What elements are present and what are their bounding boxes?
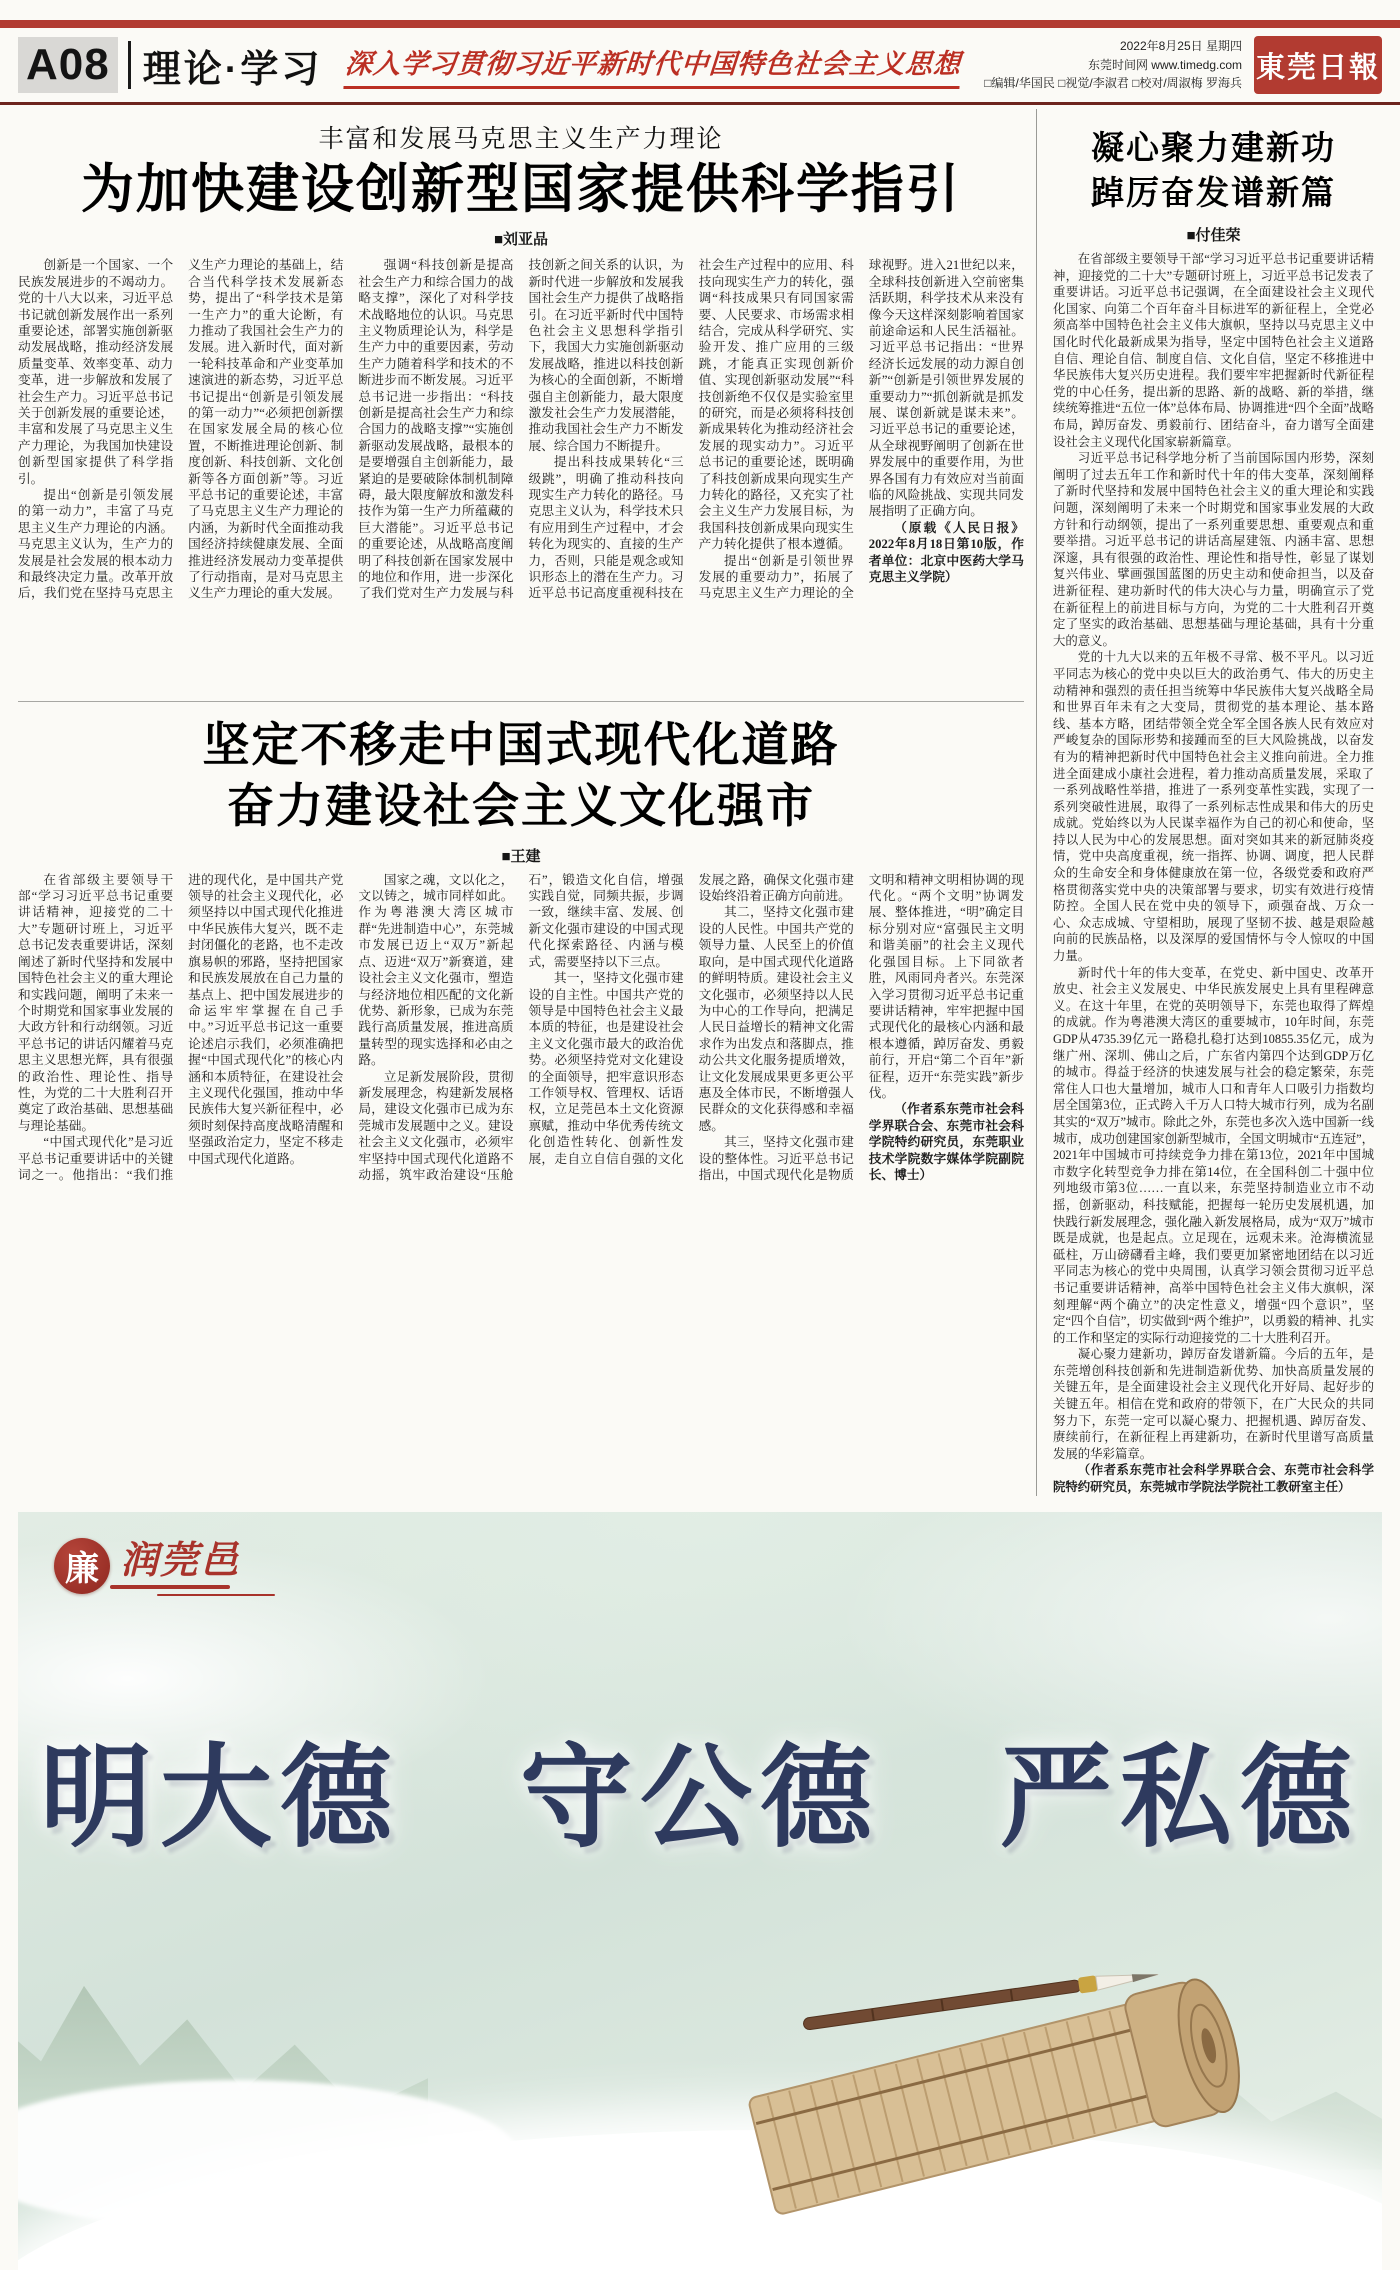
paragraph: 强调“科技创新是提高社会生产力和综合国力的战略支撑”，深化了对科学技术战略地位的认识。马克思主义物质理论认为，科学是生产力中的重要因素，劳动生产力随着科学和技术的不断进步而不断发展。习近平总书记进一步指出：“科技创新是提高社会生产力和综合国力的战略支撑”“实施创新驱动发展战略，最根本的是要增强自主创新能力，最紧迫的是要破除体制机制障碍，最大限度解放和激发科技作为第一生产力所蕴藏的巨大潜能”。习近平总书记的重要论述，从战略高度阐明了科技创新在国家发展中的地位和作用，进一步深化了我们党对生产力发展与科技创新之间关系的认识，为新时代进一步解放和发展我国社会生产力提供了战略指引。在习近平新时代中国特色社会主义思想科学指引下，我国大力实施创新驱动发展战略，推进以科技创新为核心的全面创新，不断增强自主创新能力，最大限度激发社会生产力发展潜能，推动我国社会生产力不断发展、综合国力不断提升。 [358, 258, 684, 601]
lian-seal-icon: 廉 [54, 1538, 110, 1594]
public-ethics-banner [18, 1512, 1382, 2270]
middle-headline-line1: 坚定不移走中国式现代化道路 [202, 720, 840, 773]
paragraph: 提出“创新是引领发展的第一动力”，丰富了马克思主义生产力理论的内涵。马克思主义认为，生产力的发展是社会发展的根本动力和最终决定力量。改革开放后，我们党在坚持马克思主义生产力理论的基础上，结合当代科学技术发展新态势，提出了“科学技术是第一生产力”的重大论断，有力推动了我国社会生产力的发展。进入新时代，面对新一轮科技革命和产业变革加速演进的新态势，习近平总书记提出“创新是引领发展的第一动力”“必须把创新摆在国家发展全局的核心位置，不断推进理论创新、制度创新、科技创新、文化创新等各方面创新”等。习近平总书记的重要论述，丰富了马克思主义生产力理论的内涵，为新时代全面推动我国经济持续健康发展、全面推进经济发展动力变革提供了行动指南，是对马克思主义生产力理论的重大发展。 [18, 258, 344, 601]
paragraph: 习近平总书记科学地分析了当前国际国内形势，深刻阐明了过去五年工作和新时代十年的伟大变革，深刻阐释了新时代坚持和发展中国特色社会主义的重大理论和实践问题，深刻阐明了未来一个时期党和国家事业发展的大政方针和行动纲领，提出了一系列重要思想、重要观点和重要举措。习近平总书记的讲话高屋建瓴、内涵丰富、思想深邃，具有很强的政治性、理论性和指导性，彰显了谋划复兴伟业、擘画强国蓝图的历史主动和使命担当，以及奋进新征程、建功新时代的伟大决心与力量，明确宣示了党在新征程上的前进目标与方向，为党的二十大胜利召开奠定了坚实的政治基础、思想基础与理论基础，具有十分重大的意义。 [1053, 451, 1374, 648]
paragraph: 其一，坚持文化强市建设的自主性。中国共产党的领导是中国特色社会主义最本质的特征，也是建设社会主义文化强市最大的政治优势。必须坚持党对文化建设的全面领导，把牢意识形态工作领导权、管理权、话语权，立足莞邑本土文化资源禀赋，推动中华优秀传统文化创造性转化、创新性发展，走自立自信自强的文化发展之路，确保文化强市建设始终沿着正确方向前进。 [528, 872, 854, 1166]
main-article-byline: ■刘亚品 [493, 232, 549, 249]
page-number: A08 [18, 37, 118, 93]
paragraph: 在省部级主要领导干部“学习习近平总书记重要讲话精神，迎接党的二十大”专题研讨班上，习近平总书记发表重要讲话，深刻阐述了新时代坚持和发展中国特色社会主义的重大理论和实践问题，阐明了未来一个时期党和国家事业发展的大政方针和行动纲领。习近平总书记的讲话闪耀着马克思主义思想光辉，具有很强的政治性、理论性、指导性，为党的二十大胜利召开奠定了政治基础、思想基础与理论基础。 [18, 872, 174, 1133]
staff-line: □编辑/华国民 □视觉/李淑君 □校对/周淑梅 罗海兵 [984, 76, 1242, 91]
theme-slogan: 深入学习贯彻习近平新时代中国特色社会主义思想 [344, 42, 963, 89]
main-article-body [18, 257, 1024, 681]
paragraph: 在省部级主要领导干部“学习习近平总书记重要讲话精神，迎接党的二十大”专题研讨班上，习近平总书记发表了重要讲话。习近平总书记强调，在全面建设社会主义现代化国家、向第二个百年奋斗目标进军的新征程上，全党必须高举中国特色社会主义伟大旗帜，坚持以马克思主义中国化时代化最新成果为指导，坚定中国特色社会主义道路自信、理论自信、制度自信、文化自信，坚定不移推进中华民族伟大复兴历史进程。我们要牢牢把握新时代新征程党的中心任务，提出新的思路、新的战略、新的举措，继续统筹推进“五位一体”总体布局、协调推进“四个全面”战略布局，踔厉奋发、勇毅前行、团结奋斗，奋力谱写全面建设社会主义现代化国家崭新篇章。 [1053, 252, 1374, 449]
main-article-kicker: 丰富和发展马克思主义生产力理论 [318, 126, 724, 153]
middle-article-body [18, 872, 1024, 1346]
logo-name: 润莞邑 [120, 1540, 241, 1583]
paragraph: 凝心聚力建新功，踔厉奋发谱新篇。今后的五年，是东莞增创科技创新和先进制造新优势、加快高质量发展的关键五年，是全面建设社会主义现代化开好局、起好步的关键五年。相信在党和政府的带领下，在广大民众的共同努力下，东莞一定可以凝心聚力、把握机遇、踔厉奋发、赓续前行，在新征程上再建新功，在新时代里谱写高质量发展的华彩篇章。 [1053, 1347, 1374, 1461]
date-line: 2022年8月25日 星期四 [1119, 39, 1242, 54]
site-line: 东莞时间网 www.timedg.com [1087, 57, 1242, 72]
newspaper-logo: 東莞日報 [1254, 36, 1382, 94]
logo-text-block [110, 1542, 240, 1589]
bamboo-scroll-illustration [702, 1882, 1342, 2242]
right-column [1036, 109, 1374, 1496]
right-article-byline: ■付佳荣 [1186, 228, 1241, 245]
page-header [0, 28, 1400, 100]
paragraph: 创新是一个国家、一个民族发展进步的不竭动力。党的十八大以来，习近平总书记就创新发展作出一系列重要论述，部署实施创新驱动发展战略，推动经济发展质量变革、效率变革、动力变革，进一步解放和发展了社会生产力。习近平总书记关于创新发展的重要论述，丰富和发展了马克思主义生产力理论，为我国加快建设创新型国家提供了科学指引。 [18, 258, 174, 486]
paragraph: “中国式现代化”是习近平总书记重要讲话中的关键词之一。他指出：“我们推进的现代化，是中国共产党领导的社会主义现代化，必须坚持以中国式现代化推进中华民族伟大复兴，既不走封闭僵化的老路，也不走改旗易帜的邪路，坚持把国家和民族发展放在自己力量的基点上、把中国发展进步的命运牢牢掌握在自己手中。”习近平总书记这一重要论述启示我们，必须准确把握“中国式现代化”的核心内涵和本质特征，在建设社会主义现代化强国，推动中华民族伟大复兴新征程中，必须时刻保持高度战略清醒和坚强政治定力，坚定不移走中国式现代化道路。 [18, 872, 344, 1182]
paragraph: 其二，坚持文化强市建设的人民性。中国共产党的领导力量、人民至上的价值取向，是中国式现代化道路的鲜明特质。建设社会主义文化强市，必须坚持以人民为中心的工作导向，把满足人民日益增长的精神文化需求作为出发点和落脚点，推动公共文化服务提质增效，让文化发展成果更多更公平惠及全体市民，不断增强人民群众的文化获得感和幸福感。 [698, 905, 854, 1133]
masthead-top-bar [0, 20, 1400, 28]
paragraph: 国家之魂，文以化之，文以铸之，城市同样如此。作为粤港澳大湾区城市群“先进制造中心”，东莞城市发展已迈上“双万”新起点、迈进“双万”新赛道，建设社会主义文化强市，塑造与经济地位相匹配的文化新优势、新形象，已成为东莞践行高质量发展，推进高质量转型的现实选择和必由之路。 [358, 872, 514, 1068]
lianrun-logo [54, 1538, 240, 1594]
slogan-wrap [322, 42, 984, 89]
author-credit: （作者系东莞市社会科学界联合会、东莞市社会科学院特约研究员，东莞职业技术学院数字媒体学院副院长、博士） [868, 1102, 1024, 1182]
right-article-body [1053, 251, 1374, 1496]
right-headline-line1: 凝心聚力建新功 [1091, 131, 1336, 167]
content-area [0, 105, 1400, 1496]
paragraph: 新时代十年的伟大变革，在党史、新中国史、改革开放史、社会主义发展史、中华民族发展史上具有里程碑意义。在这十年里，在党的英明领导下，东莞也取得了辉煌的成就。作为粤港澳大湾区的重要城市，10年时间，东莞GDP从4735.39亿元一路稳扎稳打达到10855.35亿元，成为继广州、深圳、佛山之后，广东省内第四个达到GDP万亿的城市。得益于经济的快速发展与社会的稳定繁荣，东莞常住人口也大量增加，城市人口和青年人口吸引力指数均居全国第3位，正式跨入千万人口特大城市行列，成为名副其实的“双万”城市。除此之外，东莞也多次入选中国新一线城市，成功创建国家创新型城市，全国文明城市“五连冠”，2021年中国城市可持续竞争力排在第13位，2021年中国城市数字化转型竞争力排在第14位，在全国科创二十强中位列地级市第3位……一直以来，东莞坚持制造业立市不动摇，创新驱动，科技赋能，把握每一轮历史发展机遇，加快践行新发展理念，强化融入新发展格局，成为“双万”城市既是成就，也是起点。立足现在，远观未来。沧海横流显砥柱，万山磅礴看主峰，我们要更加紧密地团结在以习近平同志为核心的党中央周围，认真学习领会贯彻习近平总书记重要讲话精神，高举中国特色社会主义伟大旗帜，深刻理解“两个确立”的决定性意义，增强“四个意识”，坚定“四个自信”，切实做到“两个维护”，以勇毅的精神、扎实的工作和坚定的实际行动迎接党的二十大胜利召开。 [1053, 965, 1374, 1345]
middle-article-headline [18, 716, 1024, 836]
paragraph: 其三，坚持文化强市建设的整体性。习近平总书记指出，中国式现代化是物质文明和精神文明相协调的现代化。“两个文明”协调发展、整体推进，“明”确定目标分别对应“富强民主文明和谐美丽”的社会主义现代化强国目标。上下同欲者胜，风雨同舟者兴。东莞深入学习贯彻习近平总书记重要讲话精神，牢牢把握中国式现代化的最核心内涵和最根本遵循，踔厉奋发、勇毅前行，开启“第二个百年”新征程，迈开“东莞实践”新步伐。 [698, 872, 1024, 1182]
paragraph: 提出“创新是引领世界发展的重要动力”，拓展了马克思主义生产力理论的全球视野。进入21世纪以来，全球科技创新进入空前密集活跃期，科学技术从来没有像今天这样深刻影响着国家前途命运和人民生活福祉。习近平总书记指出：“世界经济长远发展的动力源自创新”“创新是引领世界发展的重要动力”“抓创新就是抓发展、谋创新就是谋未来”。习近平总书记的重要论述，从全球视野阐明了创新在世界发展中的重要作用，为世界各国有力有效应对当前面临的风险挑战、实现共同发展指明了正确方向。 [698, 258, 1024, 601]
author-credit: （作者系东莞市社会科学界联合会、东莞市社会科学院特约研究员，东莞城市学院法学院社工教研室主任） [1053, 1463, 1374, 1495]
source-credit: （原载《人民日报》2022年8月18日第10版，作者单位：北京中医药大学马克思主义学院） [868, 520, 1024, 585]
right-article-headline [1053, 127, 1374, 216]
paragraph: 党的十九大以来的五年极不寻常、极不平凡。以习近平同志为核心的党中央以巨大的政治勇气、伟大的历史主动精神和强烈的责任担当统筹中华民族伟大复兴战略全局和世界百年未有之大变局，贯彻党的基本理论、基本路线、基本方略，团结带领全党全军全国各族人民有效应对严峻复杂的国际形势和接踵而至的巨大风险挑战，以奋发有为的精神把新时代中国特色社会主义推向前进。全力推进全面建成小康社会进程，着力推动高质量发展，采取了一系列战略性举措，推进了一系列变革性实践，实现了一系列突破性进展，取得了一系列标志性成果和伟大的历史成就。党始终以为人民谋幸福作为自己的初心和使命，坚持以人民为中心的发展思想。面对突如其来的新冠肺炎疫情，党中央高度重视，统一指挥、协调、调度，把人民群众的生命安全和身体健康放在第一位，各级党委和政府严格贯彻落实党中央的决策部署与要求，切实有效进行疫情防控。全国人民在党中央的领导下，顽强奋战、万众一心、众志成城、守望相助，展现了坚韧不拔、越是艰险越向前的民族品格，以及深厚的爱国情怀与令人惊叹的中国力量。 [1053, 650, 1374, 964]
main-column [18, 105, 1036, 1496]
section-title: 理论·学习 [142, 48, 323, 91]
logo-underline [110, 1585, 230, 1589]
right-headline-line2: 踔厉奋发谱新篇 [1091, 175, 1336, 212]
main-article-headline: 为加快建设创新型国家提供科学指引 [81, 161, 961, 219]
header-info [984, 37, 1242, 93]
middle-article-byline: ■王建 [501, 848, 541, 865]
paragraph: 立足新发展阶段，贯彻新发展理念，构建新发展格局，建设文化强市已成为东莞城市发展题中之义。建设社会主义文化强市，必须牢牢坚持中国式现代化道路不动摇，筑牢政治建设“压舱石”，锻造文化自信，增强实践自觉，同频共振，步调一致，继续丰富、发展、创新文化强市建设的中国式现代化探索路径、内涵与模式，需要坚持以下三点。 [358, 872, 684, 1182]
article-separator-rule [18, 701, 1024, 702]
paragraph: 提出科技成果转化“三级跳”，明确了推动科技向现实生产力转化的路径。马克思主义认为，科学技术只有应用到生产过程中，才会转化为现实的、直接的生产力，否则，只能是观念或知识形态上的潜在生产力。习近平总书记高度重视科技在社会生产过程中的应用、科技向现实生产力的转化，强调“科技成果只有同国家需要、人民要求、市场需求相结合，完成从科学研究、实验开发、推广应用的三级跳，才能真正实现创新价值、实现创新驱动发展”“科技创新绝不仅仅是实验室里的研究，而是必须将科技创新成果转化为推动经济社会发展的现实动力”。习近平总书记的重要论述，既明确了科技创新成果向现实生产力转化的路径，又充实了社会主义生产力发展目标，为我国科技创新成果向现实生产力转化提供了根本遵循。 [528, 258, 854, 601]
header-divider [128, 41, 131, 89]
banner-slogan: 明大德 守公德 严私德 [40, 1736, 1360, 1861]
middle-headline-line2: 奋力建设社会主义文化强市 [227, 780, 815, 833]
